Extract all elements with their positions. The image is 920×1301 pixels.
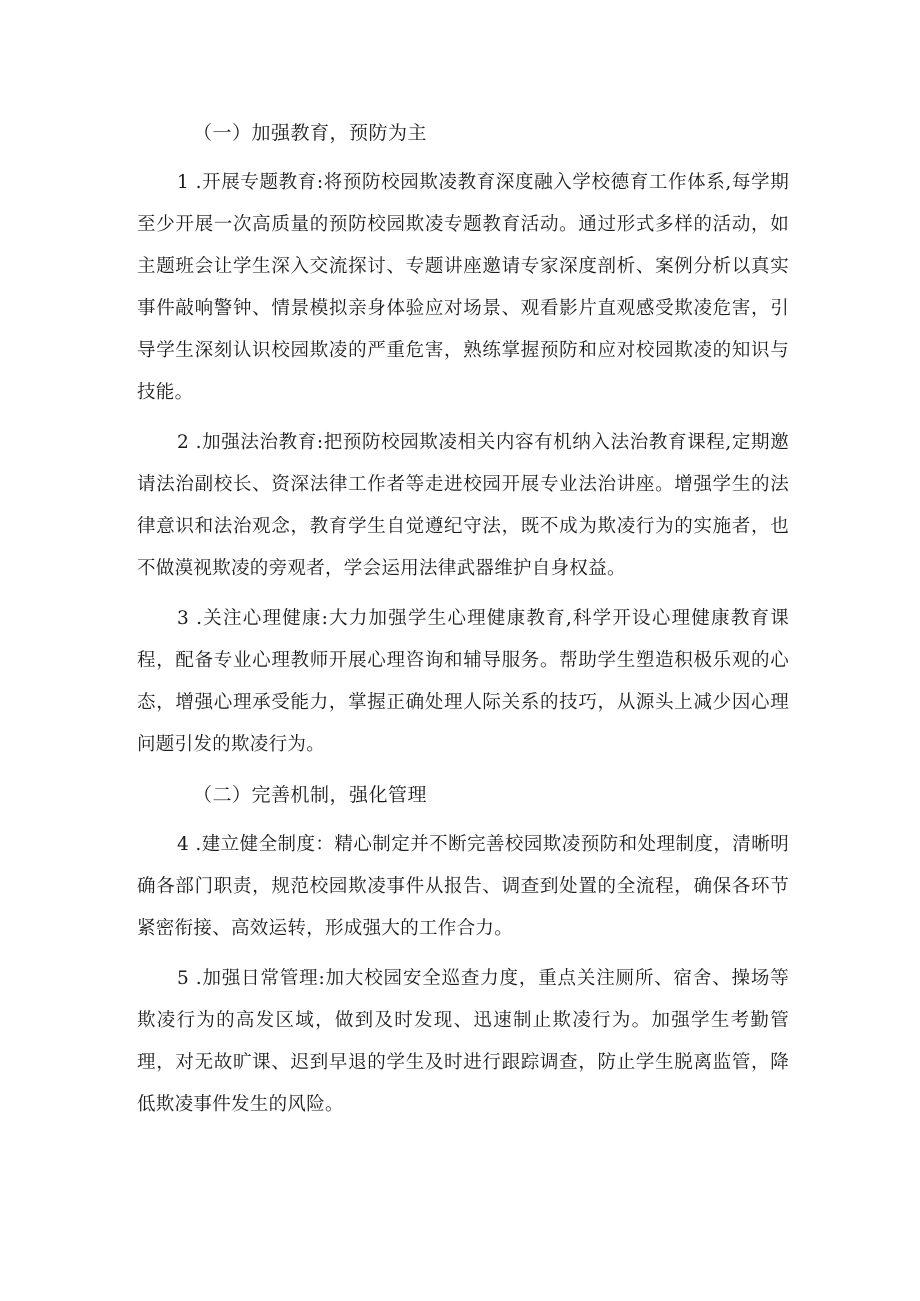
paragraph-2: 2 .加强法治教育:把预防校园欺凌相关内容有机纳入法治教育课程,定期邀请法治副校长、资深法律工作者等走进校园开展专业法治讲座。增强学生的法律意识和法治观念，教育学生自觉遵纪守法，既不成为欺凌行为的实施者，也不做漠视欺凌的旁观者，学会运用法律武器维护自身权益。 bbox=[137, 432, 789, 579]
paragraph-3: 3 .关注心理健康:大力加强学生心理健康教育,科学开设心理健康教育课程，配备专业心理教师开展心理咨询和辅导服务。帮助学生塑造积极乐观的心态，增强心理承受能力，掌握正确处理人际关系的技巧，从源头上减少因心理问题引发的欺凌行为。 bbox=[137, 608, 789, 755]
section-heading-1: （一）加强教育，预防为主 bbox=[193, 122, 428, 144]
paragraph-5: 5 .加强日常管理:加大校园安全巡查力度，重点关注厕所、宿舍、操场等欺凌行为的高发区域，做到及时发现、迅速制止欺凌行为。加强学生考勤管理，对无故旷课、迟到早退的学生及时进行跟踪调查，防止学生脱离监管，降低欺凌事件发生的风险。 bbox=[137, 968, 789, 1115]
paragraph-4: 4 .建立健全制度：精心制定并不断完善校园欺凌预防和处理制度，清晰明确各部门职责，规范校园欺凌事件从报告、调查到处置的全流程，确保各环节紧密衔接、高效运转，形成强大的工作合力。 bbox=[137, 834, 789, 939]
paragraph-1: 1 .开展专题教育:将预防校园欺凌教育深度融入学校德育工作体系,每学期至少开展一次高质量的预防校园欺凌专题教育活动。通过形式多样的活动，如主题班会让学生深入交流探讨、专题讲座邀请专家深度剖析、案例分析以真实事件敲响警钟、情景模拟亲身体验应对场景、观看影片直观感受欺凌危害，引导学生深刻认识校园欺凌的严重危害，熟练掌握预防和应对校园欺凌的知识与技能。 bbox=[137, 172, 789, 403]
document-body bbox=[137, 112, 789, 1134]
section-heading-2: （二）完善机制，强化管理 bbox=[193, 784, 428, 806]
